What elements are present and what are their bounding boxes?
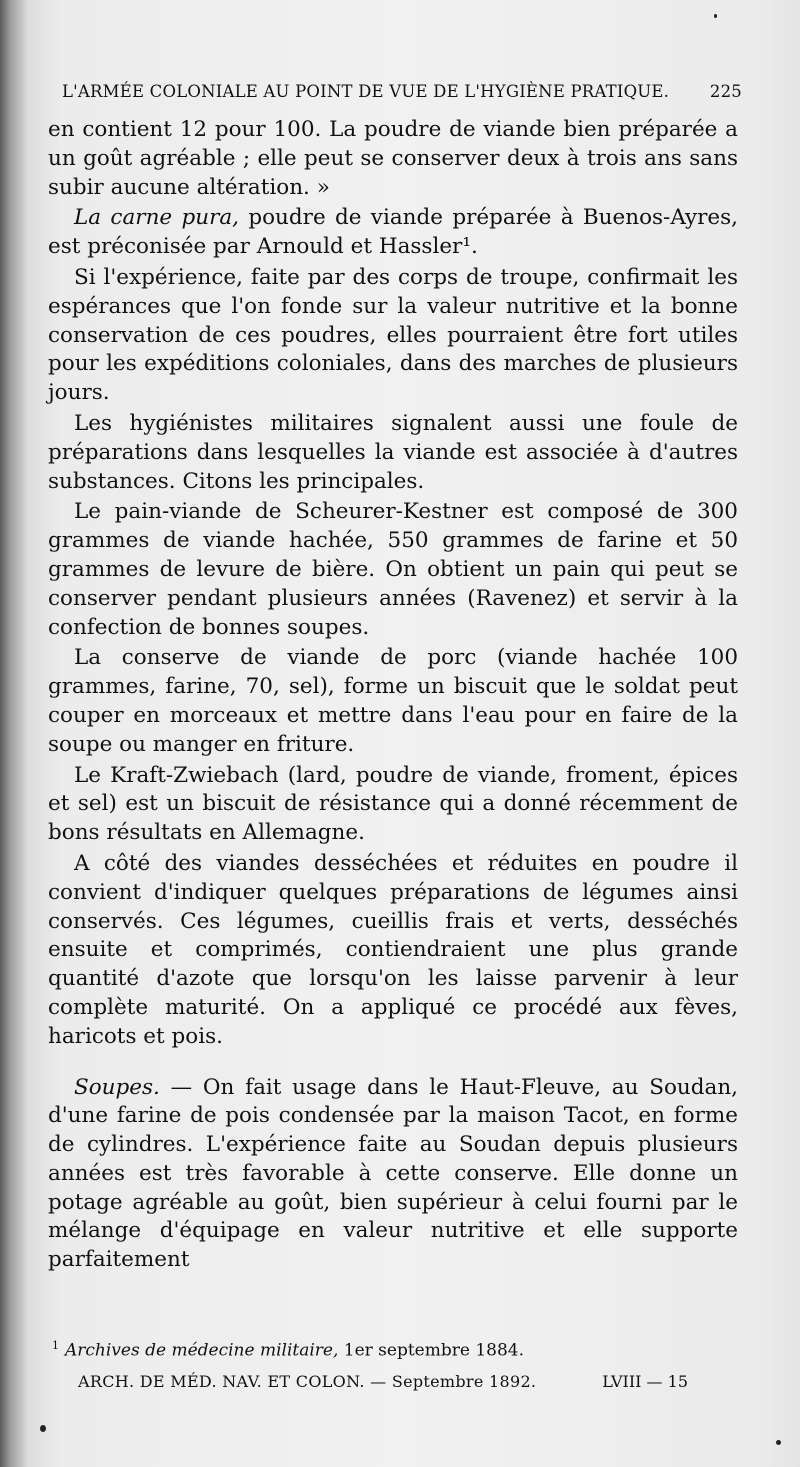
footnote-mark: 1 bbox=[52, 1339, 59, 1352]
footnote-journal: Archives de médecine militaire, bbox=[65, 1340, 339, 1361]
body-text bbox=[48, 116, 738, 1277]
signature-volume: LVIII — 15 bbox=[602, 1372, 688, 1391]
paragraph: La carne pura, poudre de viande préparée à Buenos-Ayres, est préconisée par Arnould et Hassler¹. bbox=[48, 205, 738, 260]
italic-term: La carne pura, bbox=[74, 205, 240, 231]
paragraph: Si l'expérience, faite par des corps de troupe, confirmait les espérances que l'on fonde sur la valeur nutritive et la bonne conservation de ces poudres, elles pourraient être fort utiles pour les expéditions coloniales, dans des marches de plusieurs jours. bbox=[48, 264, 738, 406]
paragraph: Les hygiénistes militaires signalent aussi une foule de préparations dans lesquelles la viande est associée à d'autres substances. Citons les principales. bbox=[48, 410, 738, 494]
footnote-date: 1er septembre 1884. bbox=[338, 1340, 525, 1361]
footnote bbox=[52, 1334, 732, 1363]
paragraph: Le Kraft-Zwiebach (lard, poudre de viande, froment, épices et sel) est un biscuit de résistance qui a donné récemment de bons résultats en Allemagne. bbox=[48, 762, 738, 846]
running-title: L'ARMÉE COLONIALE AU POINT DE VUE DE L'HYGIÈNE PRATIQUE. bbox=[62, 82, 670, 101]
running-header bbox=[62, 82, 742, 106]
ink-speck bbox=[714, 14, 717, 18]
paragraph-soupes: Soupes. — On fait usage dans le Haut-Fleuve, au Soudan, d'une farine de pois condensée par la maison Tacot, en forme de cylindres. L'expérience faite au Soudan depuis plusieurs années est très favorable à cette conserve. Elle donne un potage agréable au goût, bien supérieur à celui fourni par le mélange d'équipage en valeur nutritive et elle supporte parfaitement bbox=[48, 1074, 738, 1273]
signature-journal: ARCH. DE MÉD. NAV. ET COLON. — Septembre 1892. bbox=[78, 1372, 537, 1391]
section-lead: Soupes. bbox=[74, 1074, 160, 1100]
paragraph: Le pain-viande de Scheurer-Kestner est composé de 300 grammes de viande hachée, 550 grammes de farine et 50 grammes de levure de bière. On obtient un pain qui peut se conserver pendant plusieurs années (Ravenez) et servir à la confection de bonnes soupes. bbox=[48, 499, 738, 640]
signature-line bbox=[78, 1372, 688, 1396]
ink-speck bbox=[776, 1440, 781, 1445]
ink-speck bbox=[40, 1425, 46, 1432]
paragraph: A côté des viandes desséchées et réduites en poudre il convient d'indiquer quelques préparations de légumes ainsi conservés. Ces légumes, cueillis frais et verts, desséchés ensuite et comprimés, contiendraient une plus grande quantité d'azote que lorsqu'on les laisse parvenir à leur complète maturité. On a appliqué ce procédé aux fèves, haricots et pois. bbox=[48, 850, 738, 1049]
paragraph: en contient 12 pour 100. La poudre de viande bien préparée a un goût agréable ; elle peut se conserver deux à trois ans sans subir aucune altération. » bbox=[48, 117, 738, 200]
paragraph: La conserve de viande de porc (viande hachée 100 grammes, farine, 70, sel), forme un biscuit que le soldat peut couper en morceaux et mettre dans l'eau pour en faire de la soupe ou manger en friture. bbox=[48, 645, 738, 757]
page-number: 225 bbox=[709, 82, 742, 101]
